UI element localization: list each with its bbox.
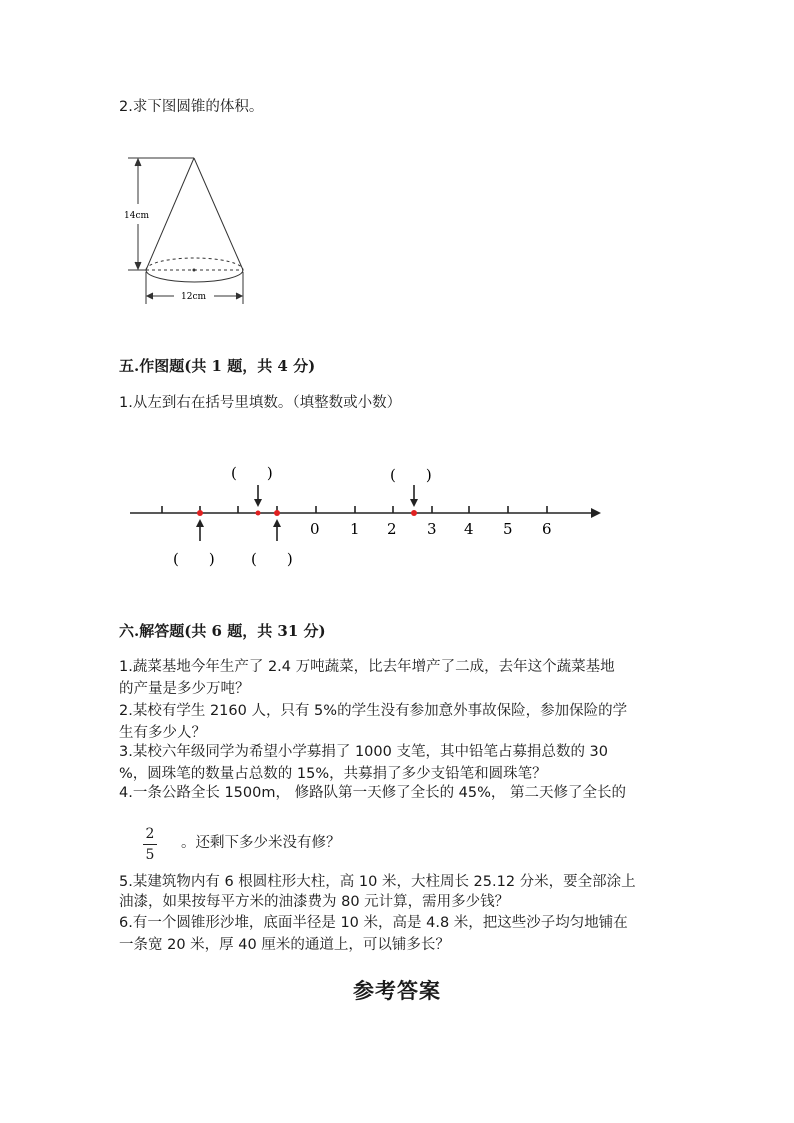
axis-arrowhead [591, 508, 601, 518]
question-2-prompt: 2.求下图圆锥的体积。 [119, 99, 264, 115]
problem-2-line-1: 2.某校有学生 2160 人，只有 5%的学生没有参加意外事故保险，参加保险的学 [119, 703, 628, 719]
answer-bracket-d: ( ) [390, 466, 432, 484]
fraction-numerator: 2 [145, 826, 155, 842]
cone-figure [110, 148, 260, 308]
problem-5-line-2: 油漆，如果按每平方米的油漆费为 80 元计算，需用多少钱？ [119, 894, 510, 910]
tick-label-0: 0 [310, 520, 320, 538]
problem-6-line-1: 6.有一个圆锥形沙堆，底面半径是 10 米，高是 4.8 米，把这些沙子均匀地铺在 [119, 915, 628, 931]
fraction-bar [143, 844, 157, 845]
number-line-figure [0, 455, 794, 580]
point-a [197, 510, 203, 516]
cone-base-back [146, 258, 243, 270]
section-6-heading: 六.解答题(共 6 题，共 31 分) [119, 622, 326, 640]
answer-bracket-c: ( ) [251, 550, 293, 568]
answer-bracket-a: ( ) [173, 550, 215, 568]
fraction-two-fifths [143, 826, 157, 863]
up-arrow-c [273, 519, 281, 527]
problem-3-line-2: %，圆珠笔的数量占总数的 15%，共募捐了多少支铅笔和圆珠笔？ [119, 766, 547, 782]
tick-label-3: 3 [427, 520, 437, 538]
tick-label-2: 2 [387, 520, 397, 538]
base-label: 12cm [181, 292, 207, 302]
problem-4-line-2: 。还剩下多少米没有修？ [181, 835, 341, 851]
height-label: 14cm [124, 211, 150, 221]
problem-1-line-2: 的产量是多少万吨？ [119, 681, 250, 697]
answer-key-title: 参考答案 [353, 978, 441, 1003]
problem-5-line-1: 5.某建筑物内有 6 根圆柱形大柱，高 10 米，大柱周长 25.12 分米，要全部涂上 [119, 874, 636, 890]
point-d [411, 510, 417, 516]
point-b [256, 511, 261, 516]
tick-label-6: 6 [542, 520, 552, 538]
tick-label-4: 4 [464, 520, 474, 538]
problem-6-line-2: 一条宽 20 米，厚 40 厘米的通道上，可以铺多长？ [119, 937, 450, 953]
section-5-heading: 五.作图题(共 1 题，共 4 分) [119, 357, 316, 375]
problem-1-line-1: 1.蔬菜基地今年生产了 2.4 万吨蔬菜，比去年增产了二成，去年这个蔬菜基地 [119, 659, 615, 675]
up-arrow-a [196, 519, 204, 527]
fraction-denominator: 5 [145, 847, 155, 863]
problem-2-line-2: 生有多少人？ [119, 725, 206, 741]
down-arrow-d [410, 499, 418, 507]
cone-right-side [194, 158, 243, 270]
problem-4-line-1: 4.一条公路全长 1500m， 修路队第一天修了全长的 45%， 第二天修了全长的 [119, 785, 627, 801]
point-c [274, 510, 280, 516]
tick-label-5: 5 [503, 520, 513, 538]
down-arrow-b [254, 499, 262, 507]
cone-base-front [146, 270, 243, 282]
section-5-question-1: 1.从左到右在括号里填数。（填整数或小数） [119, 395, 402, 411]
problem-3-line-1: 3.某校六年级同学为希望小学募捐了 1000 支笔，其中铅笔占募捐总数的 30 [119, 744, 609, 760]
cone-left-side [146, 158, 194, 270]
answer-bracket-b: ( ) [231, 464, 273, 482]
tick-label-1: 1 [350, 520, 360, 538]
